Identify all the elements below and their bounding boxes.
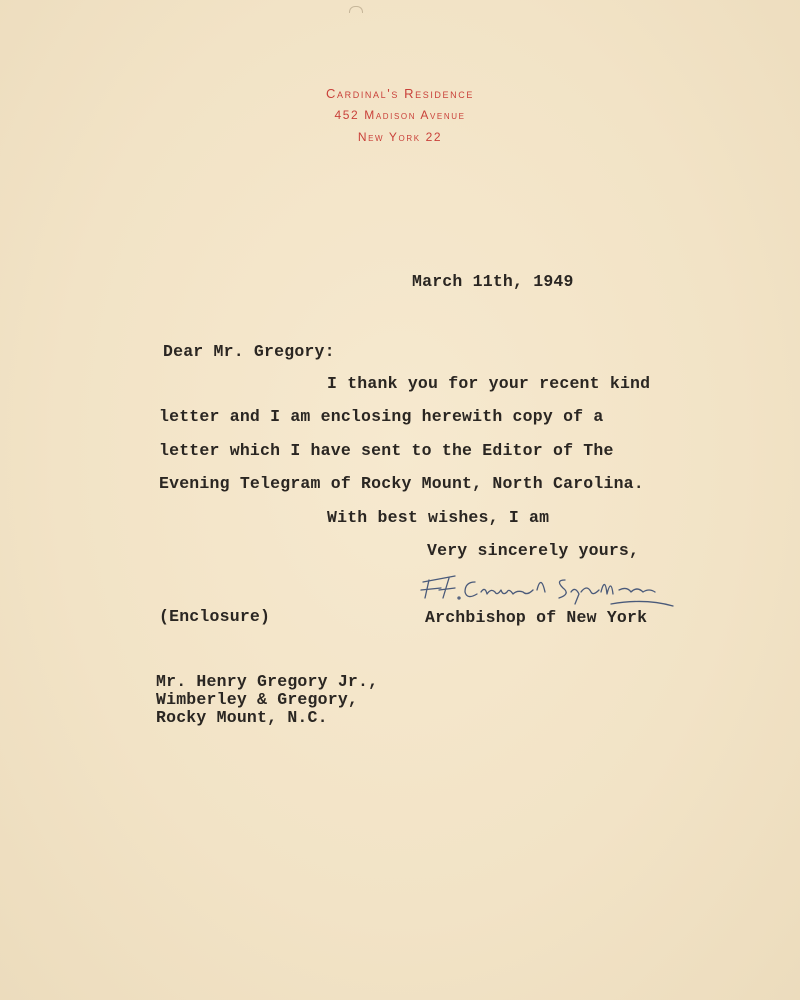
body-line-2: letter and I am enclosing herewith copy of a [159,407,604,426]
body-line-3: letter which I have sent to the Editor of The [159,441,614,460]
closing: Very sincerely yours, [427,541,640,560]
recipient-address-line-1: Mr. Henry Gregory Jr., [156,672,379,691]
recipient-address-line-2: Wimberley & Gregory, [156,690,359,709]
enclosure-note: (Enclosure) [159,607,271,626]
body-line-5: With best wishes, I am [327,508,550,527]
body-line-1: I thank you for your recent kind [327,374,651,393]
salutation: Dear Mr. Gregory: [163,342,335,361]
recipient-address-line-3: Rocky Mount, N.C. [156,708,328,727]
signature [415,568,675,612]
pin-mark [349,6,363,13]
signer-title: Archbishop of New York [425,608,648,627]
body-line-4: Evening Telegram of Rocky Mount, North Carolina. [159,474,644,493]
letterhead-line-3: New York 22 [357,130,443,144]
letterhead-line-2: 452 Madison Avenue [334,108,466,122]
letterhead-line-1: Cardinal's Residence [326,86,474,101]
letter-date: March 11th, 1949 [412,272,574,291]
